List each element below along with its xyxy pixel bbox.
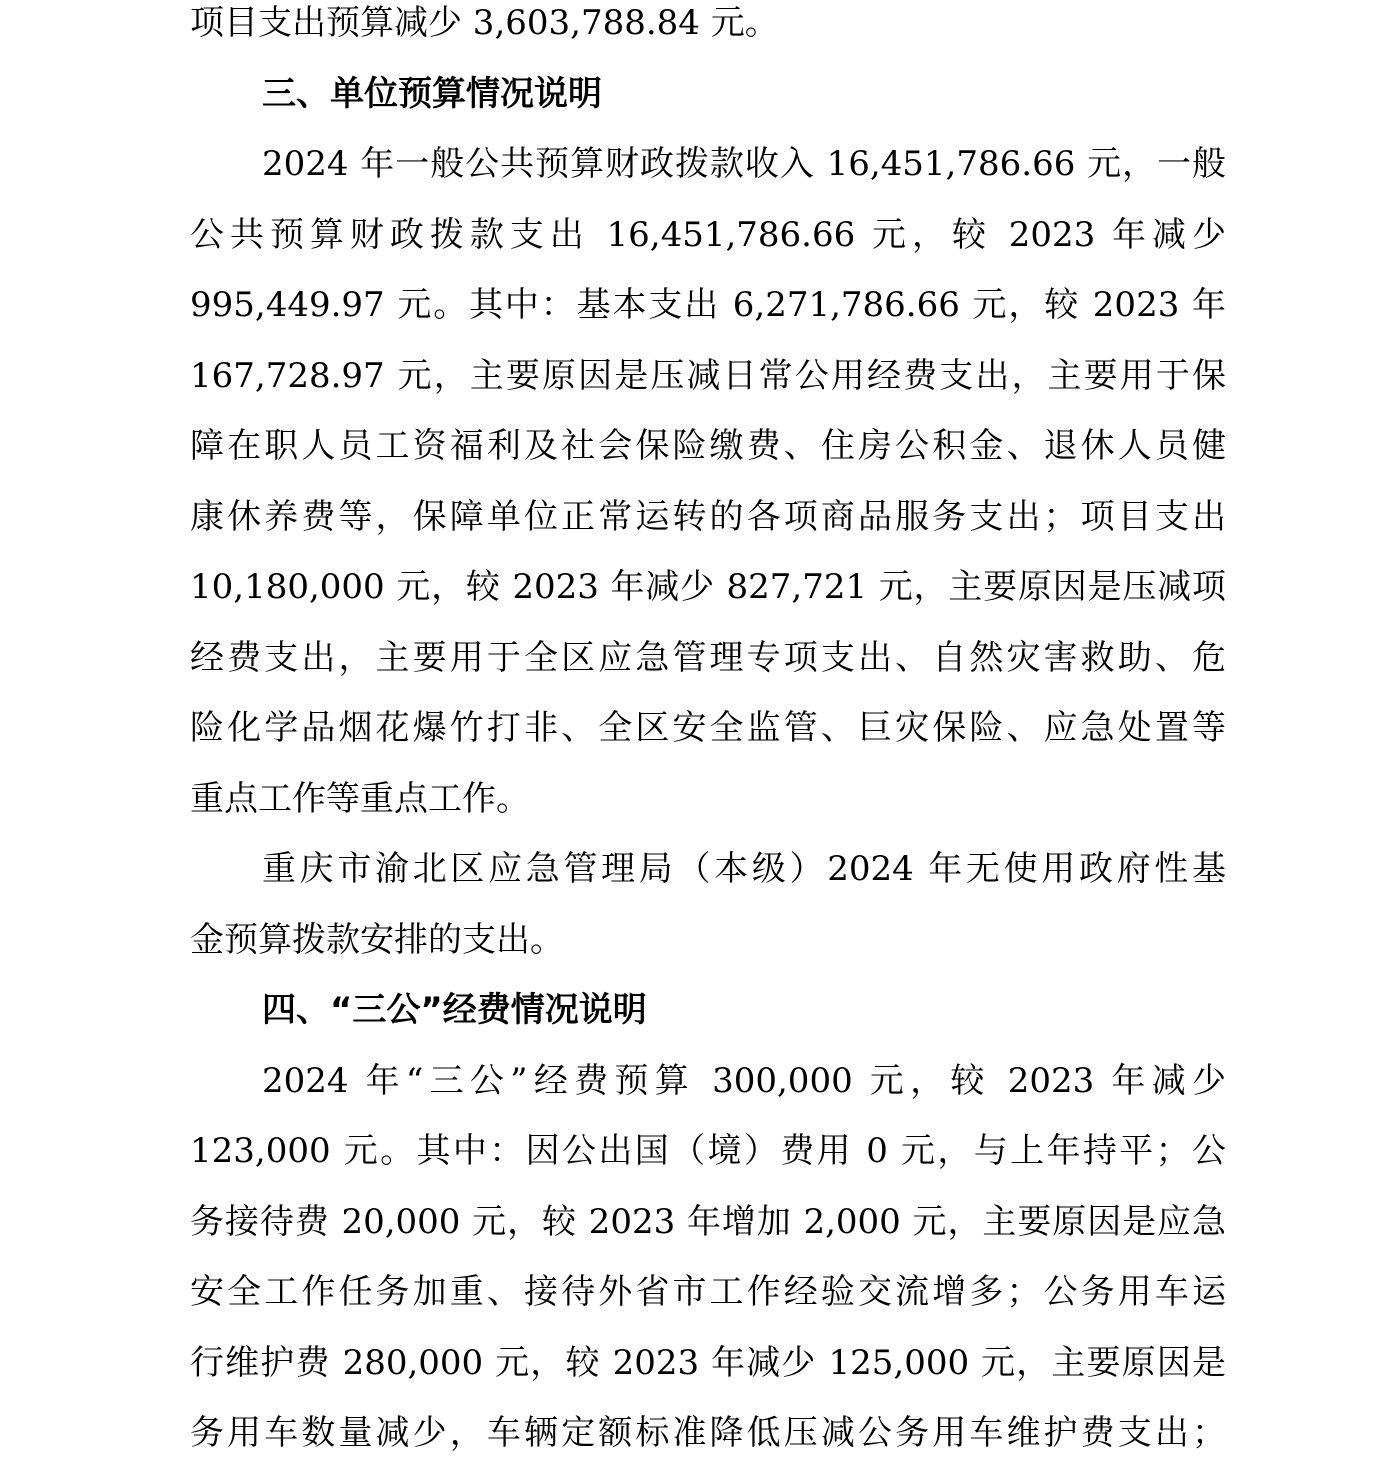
text-line: 行维护费 280,000 元，较 2023 年减少 125,000 元，主要原因是 (190, 1342, 1226, 1383)
section-heading: 三、单位预算情况说明 (262, 73, 602, 114)
text-line: 项目支出预算减少 3,603,788.84 元。 (190, 3, 779, 43)
text-line: 167,728.97 元，主要原因是压减日常公用经费支出，主要用于保 (190, 355, 1226, 396)
text-line: 重庆市渝北区应急管理局（本级）2024 年无使用政府性基 (262, 849, 1226, 889)
text-line: 995,449.97 元。其中：基本支出 6,271,786.66 元，较 2023 年 (190, 285, 1226, 325)
text-line: 123,000 元。其中：因公出国（境）费用 0 元，与上年持平；公 (190, 1131, 1226, 1171)
text-line: 务接待费 20,000 元，较 2023 年增加 2,000 元，主要原因是应急 (190, 1201, 1226, 1242)
text-line: 金预算拨款安排的支出。 (190, 919, 564, 960)
text-line: 障在职人员工资福利及社会保险缴费、住房公积金、退休人员健 (190, 426, 1226, 466)
text-line: 安全工作任务加重、接待外省市工作经验交流增多；公务用车运 (190, 1272, 1226, 1312)
text-line: 2024 年一般公共预算财政拨款收入 16,451,786.66 元，一般 (262, 144, 1226, 184)
text-line: 10,180,000 元，较 2023 年减少 827,721 元，主要原因是压减项 (190, 567, 1226, 607)
text-line: 经费支出，主要用于全区应急管理专项支出、自然灾害救助、危 (190, 637, 1226, 678)
section-heading: 四、“三公”经费情况说明 (262, 990, 647, 1030)
text-line: 康休养费等，保障单位正常运转的各项商品服务支出；项目支出 (190, 496, 1226, 537)
text-line: 险化学品烟花爆竹打非、全区安全监管、巨灾保险、应急处置等 (190, 708, 1226, 748)
text-line: 公共预算财政拨款支出 16,451,786.66 元，较 2023 年减少 (190, 214, 1226, 255)
text-line: 重点工作等重点工作。 (190, 778, 530, 819)
document-page (190, 0, 1226, 1469)
text-line: 务用车数量减少，车辆定额标准降低压减公务用车维护费支出； (190, 1413, 1226, 1453)
text-line: 2024 年“三公”经费预算 300,000 元，较 2023 年减少 (262, 1060, 1226, 1101)
